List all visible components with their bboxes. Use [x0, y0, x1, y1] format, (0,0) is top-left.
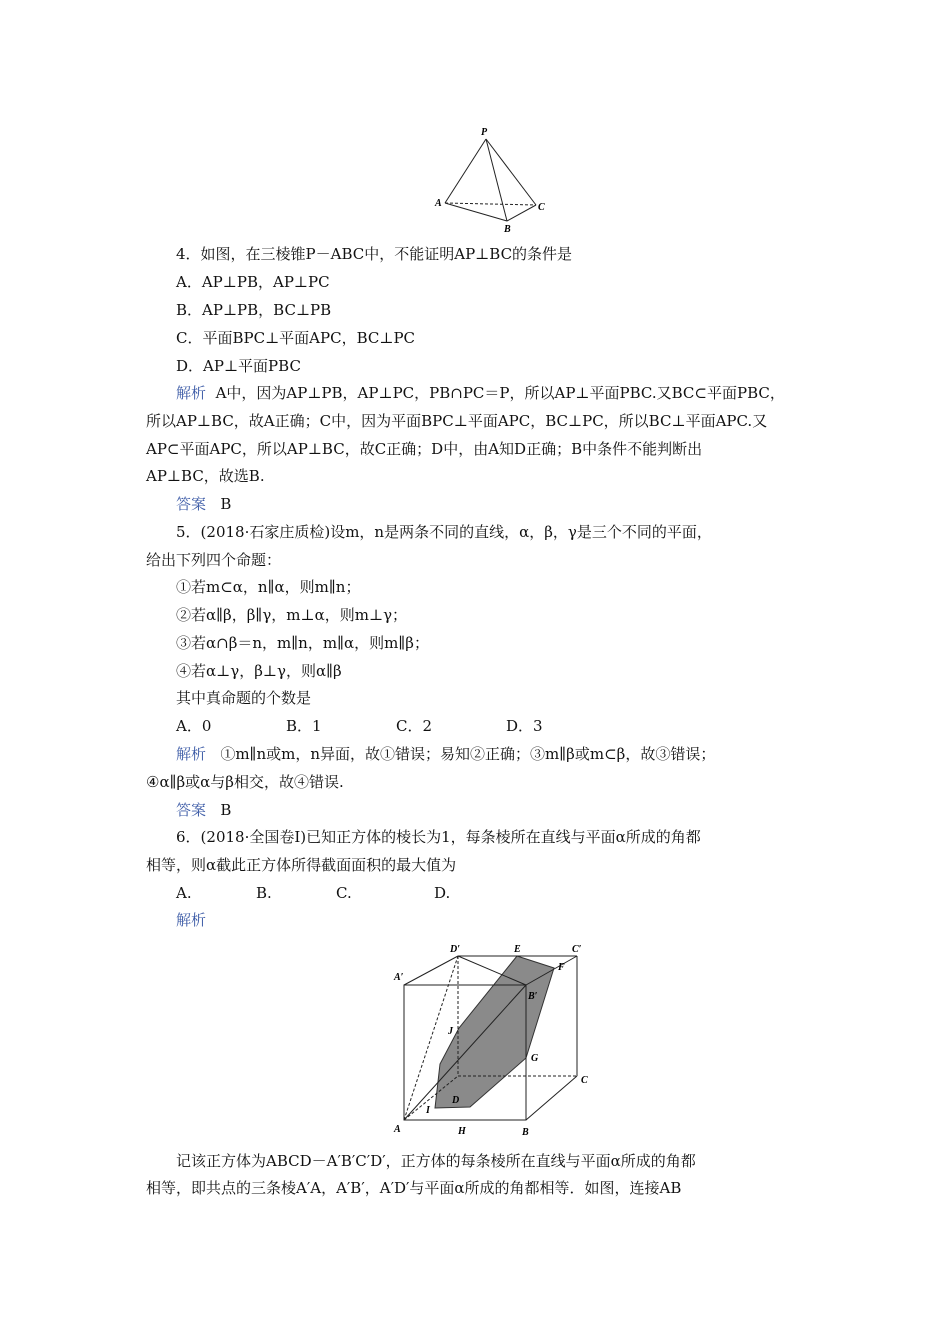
label-a: A [435, 198, 442, 209]
label-i: I [426, 1105, 430, 1116]
label-a: A [394, 1124, 401, 1135]
label-c: C [538, 202, 545, 213]
tetrahedron-figure [430, 125, 550, 235]
q6-stem-line1: 6．(2018·全国卷Ⅰ)已知正方体的棱长为1，每条棱所在直线与平面α所成的角都 [176, 828, 701, 846]
answer-value: B [220, 495, 232, 513]
q6-options [176, 883, 450, 903]
q4-analysis-line4: AP⊥BC，故选B. [146, 467, 265, 485]
q5-prop-2: ②若α∥β，β∥γ，m⊥α，则m⊥γ； [176, 606, 408, 624]
q5-analysis-line1 [176, 744, 715, 764]
q4-option-d: D．AP⊥平面PBC [176, 357, 301, 375]
analysis-label: 解析 [176, 911, 207, 929]
analysis-label: 解析 [176, 384, 207, 402]
label-d1: D′ [450, 944, 461, 955]
analysis-text: ①m∥n或m，n异面，故①错误；易知②正确；③m∥β或m⊂β，故③错误； [220, 745, 716, 763]
q6-body-line2: 相等，即共点的三条棱A′A，A′B′，A′D′与平面α所成的角都相等．如图，连接AB [146, 1179, 682, 1197]
q4-analysis-line1 [176, 383, 785, 403]
q4-stem: 4．如图，在三棱锥P－ABC中，不能证明AP⊥BC的条件是 [176, 245, 573, 263]
q6-option-a: A. [176, 884, 192, 902]
label-p: P [481, 127, 488, 138]
q4-option-b: B．AP⊥PB，BC⊥PB [176, 301, 332, 319]
q5-stem-line2: 给出下列四个命题： [146, 551, 282, 569]
q6-stem-line2: 相等，则α截此正方体所得截面面积的最大值为 [146, 856, 457, 874]
q5-stem-line1: 5．(2018·石家庄质检)设m，n是两条不同的直线，α，β，γ是三个不同的平面， [176, 523, 712, 541]
q5-analysis-line2: ④α∥β或α与β相交，故④错误. [146, 773, 344, 791]
label-c1: C′ [572, 944, 582, 955]
q5-prop-1: ①若m⊂α，n∥α，则m∥n； [176, 578, 361, 596]
q5-option-c: C．2 [396, 717, 433, 735]
analysis-text: A中，因为AP⊥PB，AP⊥PC，PB∩PC＝P，所以AP⊥平面PBC.又BC⊂平面PBC， [215, 384, 785, 402]
q5-prop-3: ③若α∩β＝n，m∥n，m∥α，则m∥β； [176, 634, 429, 652]
analysis-label: 解析 [176, 745, 207, 763]
label-d: D [452, 1095, 460, 1106]
q4-analysis-line2: 所以AP⊥BC，故A正确；C中，因为平面BPC⊥平面APC，BC⊥PC，所以BC⊥平面APC.又 [146, 412, 768, 430]
q6-option-c: C. [336, 884, 352, 902]
q5-question: 其中真命题的个数是 [176, 689, 312, 707]
q5-option-a: A．0 [176, 717, 212, 735]
label-b: B [522, 1127, 529, 1138]
label-h: H [458, 1126, 466, 1137]
cube-section-figure [390, 940, 605, 1140]
answer-value: B [220, 801, 232, 819]
q4-option-a: A．AP⊥PB，AP⊥PC [176, 273, 330, 291]
q6-body-line1: 记该正方体为ABCD－A′B′C′D′，正方体的每条棱所在直线与平面α所成的角都 [176, 1152, 696, 1170]
label-b1: B′ [528, 991, 538, 1002]
answer-label: 答案 [176, 801, 207, 819]
answer-label: 答案 [176, 495, 207, 513]
q5-option-b: B．1 [286, 717, 322, 735]
q5-prop-4: ④若α⊥γ，β⊥γ，则α∥β [176, 662, 342, 680]
q6-analysis-label [176, 910, 206, 930]
label-j: J [448, 1026, 453, 1037]
label-c: C [581, 1075, 588, 1086]
label-b: B [504, 224, 511, 235]
q6-option-b: B. [256, 884, 272, 902]
q4-analysis-line3: AP⊂平面APC，所以AP⊥BC，故C正确；D中，由A知D正确；B中条件不能判断出 [146, 440, 703, 458]
q4-option-c: C．平面BPC⊥平面APC，BC⊥PC [176, 329, 416, 347]
q6-option-d: D. [434, 884, 451, 902]
q5-options [176, 716, 543, 736]
label-f: F [558, 962, 565, 973]
q5-answer [176, 800, 231, 820]
q5-option-d: D．3 [506, 717, 543, 735]
label-e: E [514, 944, 521, 955]
label-a1: A′ [394, 972, 404, 983]
q4-answer [176, 494, 231, 514]
label-g: G [531, 1053, 539, 1064]
